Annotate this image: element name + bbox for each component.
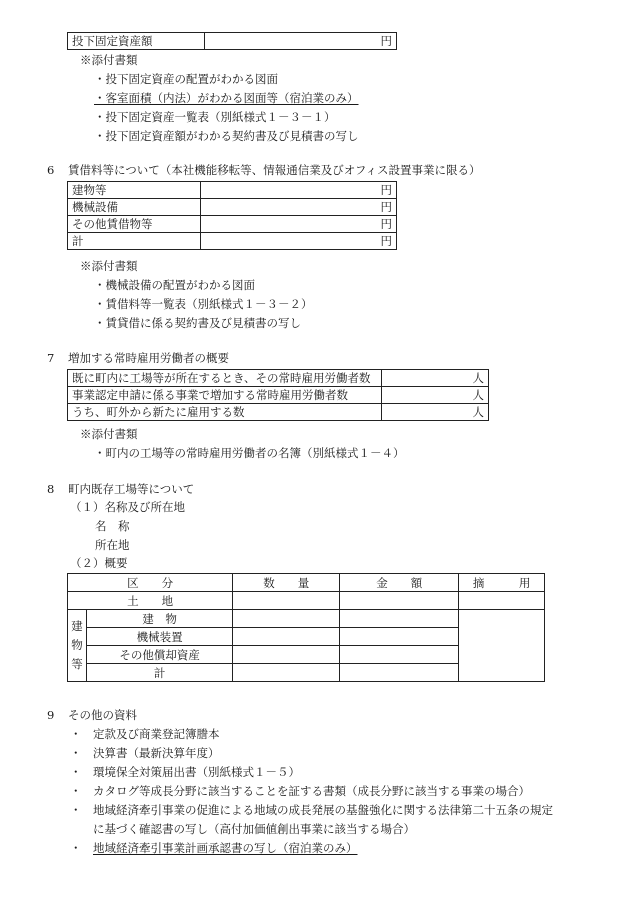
section-8-title: 町内既存工場等について [68, 482, 195, 496]
bullet: ・ [70, 727, 82, 741]
header-amount: 金 額 [340, 574, 459, 592]
bullet: ・ [70, 841, 82, 855]
section-8-number: 8 [47, 482, 55, 496]
employee-table [67, 369, 489, 421]
cell-blank [233, 610, 340, 628]
document-item: 地域経済牽引事業計画承認書の写し（宿泊業のみ） [93, 841, 358, 855]
employee-row-label: 既に町内に工場等が所在するとき、その常時雇用労働者数 [68, 370, 382, 387]
attachment-item: ・客室面積（内法）がわかる図面等（宿泊業のみ） [94, 91, 359, 105]
header-quantity: 数 量 [233, 574, 340, 592]
section-6-title: 賃借料等について（本社機能移転等、情報通信業及びオフィス設置事業に限る） [68, 163, 481, 177]
overview-table [67, 573, 545, 682]
bullet: ・ [70, 784, 82, 798]
attachment-item: ・町内の工場等の常時雇用労働者の名簿（別紙様式１－４） [94, 446, 405, 460]
document-item-continuation: に基づく確認書の写し（高付加価値創出事業に該当する場合） [93, 822, 415, 836]
lease-row-unit: 円 [201, 216, 397, 233]
document-item: カタログ等成長分野に該当することを証する書類（成長分野に該当する事業の場合） [93, 784, 530, 798]
lease-row-label: 機械設備 [68, 199, 201, 216]
building-group-text: 建物等 [71, 619, 83, 671]
attachment-item: ・賃貸借に係る契約書及び見積書の写し [94, 316, 301, 330]
section-9-title: その他の資料 [68, 708, 137, 722]
address-label: 所在地 [95, 538, 130, 552]
row-total: 計 [87, 664, 233, 682]
attachment-item: ・投下固定資産額がわかる契約書及び見積書の写し [94, 129, 359, 143]
document-item: 地域経済牽引事業の促進による地域の成長発展の基盤強化に関する法律第二十五条の規定 [93, 803, 553, 817]
cell-blank [233, 592, 340, 610]
lease-row-unit: 円 [201, 199, 397, 216]
document-item: 決算書（最新決算年度） [93, 746, 220, 760]
bullet: ・ [70, 746, 82, 760]
section-7-number: 7 [47, 351, 55, 365]
employee-row-unit: 人 [382, 404, 489, 421]
fixed-asset-unit: 円 [205, 33, 397, 50]
lease-row-label: 建物等 [68, 182, 201, 199]
lease-row-label: その他賃借物等 [68, 216, 201, 233]
building-group-label [68, 610, 87, 682]
section-6-number: 6 [47, 163, 55, 177]
cell-blank [340, 646, 459, 664]
document-item: 環境保全対策届出書（別紙様式１－５） [93, 765, 300, 779]
employee-row-unit: 人 [382, 387, 489, 404]
bullet: ・ [70, 803, 82, 817]
cell-blank [340, 628, 459, 646]
lease-row-unit: 円 [201, 233, 397, 250]
employee-row-label: 事業認定申請に係る事業で増加する常時雇用労働者数 [68, 387, 382, 404]
employee-row-unit: 人 [382, 370, 489, 387]
attachment-item: ・機械設備の配置がわかる図面 [94, 278, 255, 292]
attachment-heading: ※添付書類 [80, 259, 138, 273]
cell-blank [459, 592, 545, 610]
section-7-title: 増加する常時雇用労働者の概要 [68, 351, 229, 365]
lease-row-unit: 円 [201, 182, 397, 199]
employee-row-label: うち、町外から新たに雇用する数 [68, 404, 382, 421]
lease-row-label: 計 [68, 233, 201, 250]
bullet: ・ [70, 765, 82, 779]
attachment-heading: ※添付書類 [80, 53, 138, 67]
cell-blank [233, 664, 340, 682]
row-land: 土 地 [68, 592, 233, 610]
name-label: 名 称 [95, 519, 130, 533]
cell-blank [340, 610, 459, 628]
cell-blank [340, 592, 459, 610]
attachment-item: ・投下固定資産の配置がわかる図面 [94, 72, 278, 86]
header-remarks: 摘 用 [459, 574, 545, 592]
header-category: 区 分 [68, 574, 233, 592]
row-other-depreciable: その他償却資産 [87, 646, 233, 664]
attachment-item: ・投下固定資産一覧表（別紙様式１－３－１） [94, 110, 336, 124]
cell-blank [340, 664, 459, 682]
subsection-overview: （２）概要 [70, 556, 128, 570]
row-machinery: 機械装置 [87, 628, 233, 646]
fixed-asset-label: 投下固定資産額 [68, 33, 205, 50]
attachment-item: ・賃借料等一覧表（別紙様式１－３－２） [94, 297, 313, 311]
section-9-number: 9 [47, 708, 55, 722]
fixed-asset-table [67, 32, 397, 50]
cell-blank [233, 628, 340, 646]
cell-blank [233, 646, 340, 664]
cell-remarks-merged [459, 610, 545, 682]
row-building: 建 物 [87, 610, 233, 628]
lease-fee-table [67, 181, 397, 250]
attachment-heading: ※添付書類 [80, 427, 138, 441]
document-item: 定款及び商業登記簿謄本 [93, 727, 220, 741]
subsection-name-location: （１）名称及び所在地 [70, 500, 185, 514]
